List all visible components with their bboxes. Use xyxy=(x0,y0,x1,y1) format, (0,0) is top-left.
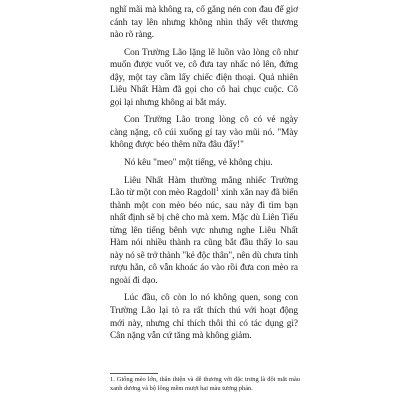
paragraph-5 xyxy=(110,175,298,288)
paragraph-3: Con Trường Lão trong lòng cô có vẻ ngày càng nặng, cô cúi xuống gí tay vào mũi nó. "Mày không được béo thêm nữa đâu đấy!" xyxy=(110,115,298,151)
footnote: 1. Giống mèo lớn, thân thiện và dễ thương với đặc trưng là đôi mắt màu xanh dương và bộ lông mềm mượt hai màu tương phản. xyxy=(110,376,300,392)
paragraph-5-after: xinh xắn nay đã biến thành một con mèo béo núc, sau này đi tìm bạn nhất định sẽ bị chê cho mà xem. Mặc dù Liên Tiểu từng lên tiếng bênh vực nhưng nghe Liêu Nhất Hàm nói nhiều thành ra cũng bắt đầu thấy lo sau này nó sẽ trở thành "kẻ độc thân", nên dù chưa tỉnh rượu hẳn, cô vẫn khoác áo vào rồi đưa con mèo ra ngoài đi dạo. xyxy=(110,188,299,286)
paragraph-5-before: Liêu Nhất Hàm thường mắng nhiếc Trường Lão từ một con mèo Ragdoll xyxy=(110,175,298,199)
footnote-reference[interactable]: 1 xyxy=(216,187,219,194)
footnote-divider xyxy=(110,373,158,374)
paragraph-2: Con Trường Lão lặng lẽ luồn vào lòng cô như muốn được vuốt ve, cô đưa tay nhấc nó lên, đứng dậy, một tay cầm lấy chiếc điện thoại. Quả nhiên Liêu Nhất Hàm đã gọi cho cô hai chục cuộc. Cô gọi lại nhưng không ai bắt máy. xyxy=(110,47,298,108)
paragraph-6: Lúc đầu, cô còn lo nó không quen, song con Trường Lão lại tỏ ra rất thích thú với hoạt động mới này, nhưng chỉ thích thôi thì có tác dụng gì? Cân nặng vẫn cứ tăng mà không giảm. xyxy=(110,293,298,342)
body-text xyxy=(110,4,298,343)
paragraph-1: nghĩ mãi mà không ra, cố gắng nén con đau để giơ cánh tay lên nhưng không nhìn thấy vết thương nào rõ ràng. xyxy=(110,5,298,41)
paragraph-4: Nó kêu "meo" một tiếng, vẻ không chịu. xyxy=(124,158,273,169)
